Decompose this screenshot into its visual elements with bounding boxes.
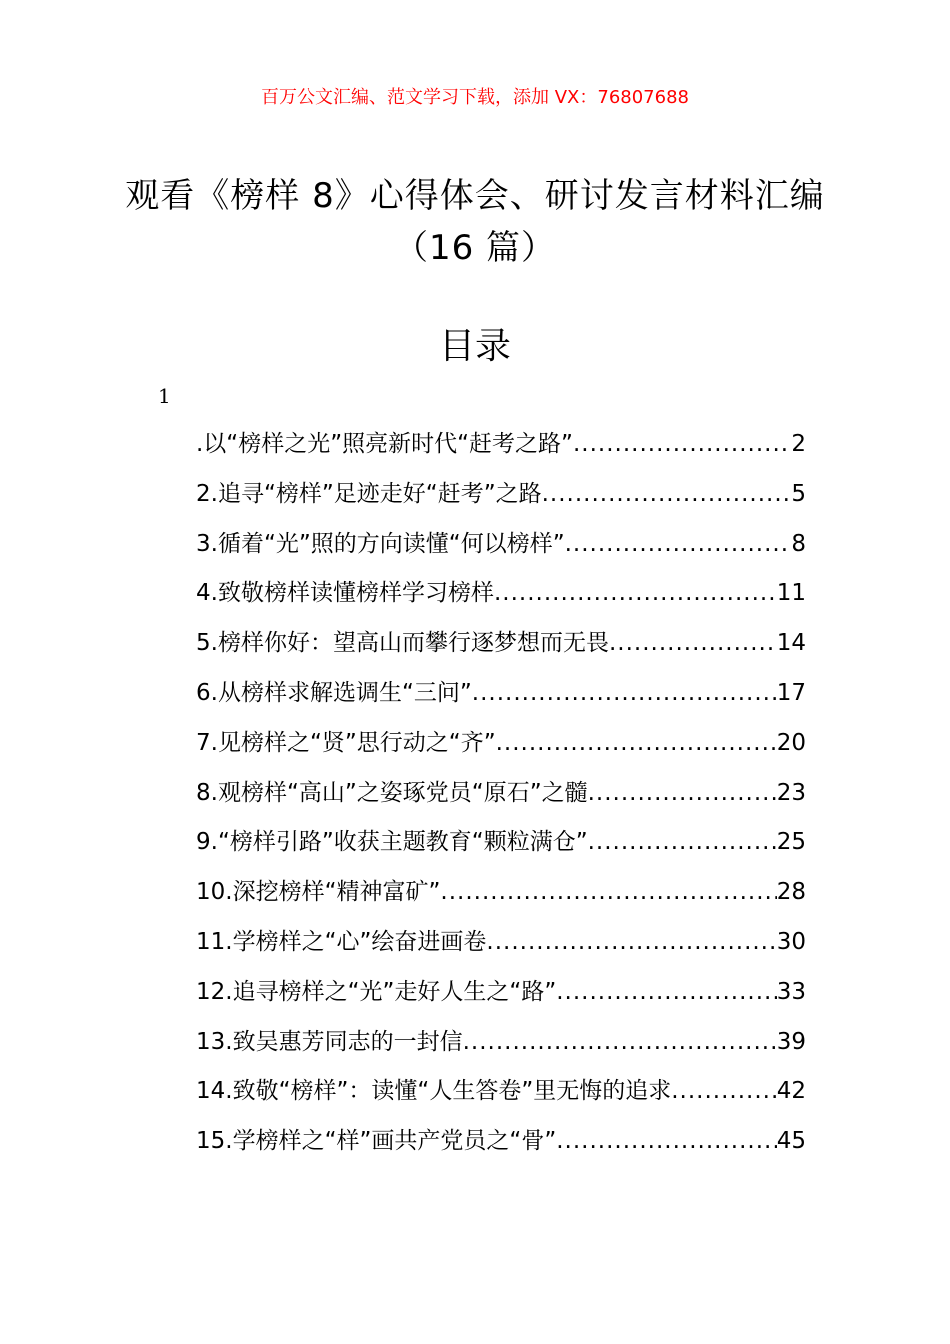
toc-item-page: 39 [776, 1028, 806, 1055]
toc-item-page: 25 [776, 829, 806, 856]
toc-item[interactable] [196, 619, 806, 669]
toc-item[interactable] [196, 669, 806, 719]
toc-item[interactable] [196, 569, 806, 619]
toc-leader-dots [496, 719, 777, 769]
toc-item-label: .以“榜样之光”照亮新时代“赶考之路” [196, 431, 573, 457]
toc-item-page: 8 [791, 530, 806, 557]
toc-leader-dots [463, 1018, 777, 1068]
toc-item-page: 33 [776, 978, 806, 1005]
toc-marker: 1 [158, 384, 171, 408]
toc-item-label: 12.追寻榜样之“光”走好人生之“路” [196, 978, 557, 1005]
toc-item-label: 11.学榜样之“心”绘奋进画卷 [196, 928, 487, 955]
toc-item[interactable] [196, 968, 806, 1018]
toc-item-label: 9.“榜样引路”收获主题教育“颗粒满仓” [196, 829, 588, 856]
toc-item-label: 14.致敬“榜样”：读懂“人生答卷”里无悔的追求 [196, 1078, 672, 1105]
toc-item-page: 30 [776, 928, 806, 955]
toc-item[interactable] [196, 1117, 806, 1167]
toc-leader-dots [440, 868, 776, 918]
toc-item-page: 14 [776, 630, 806, 657]
toc-item-page: 23 [776, 779, 806, 806]
toc-item-label: 4.致敬榜样读懂榜样学习榜样 [196, 580, 494, 607]
toc-item-label: 7.见榜样之“贤”思行动之“齐” [196, 729, 496, 756]
toc-item-label: 2.追寻“榜样”足迹走好“赶考”之路 [196, 480, 542, 507]
toc-item-label: 10.深挖榜样“精神富矿” [196, 879, 441, 906]
toc-leader-dots [573, 420, 791, 470]
toc-item-page: 20 [776, 729, 806, 756]
toc-leader-dots [556, 1117, 776, 1167]
toc-item[interactable] [196, 420, 806, 470]
header-note: 百万公文汇编、范文学习下载，添加 VX：76807688 [261, 87, 689, 108]
toc-leader-dots [671, 1067, 776, 1117]
toc-heading: 目录 [438, 326, 511, 367]
toc-item-page: 17 [776, 679, 806, 706]
toc-item-label: 6.从榜样求解选调生“三问” [196, 679, 472, 706]
toc-item[interactable] [196, 470, 806, 520]
toc-item[interactable] [196, 1018, 806, 1068]
toc-item[interactable] [196, 769, 806, 819]
toc-item[interactable] [196, 719, 806, 769]
toc-item[interactable] [196, 1067, 806, 1117]
toc-leader-dots [609, 619, 777, 669]
toc-leader-dots [556, 968, 776, 1018]
toc-item-page: 42 [776, 1078, 806, 1105]
toc-item[interactable] [196, 520, 806, 570]
toc-item-page: 11 [776, 580, 806, 607]
toc-leader-dots [494, 569, 777, 619]
toc-leader-dots [472, 669, 777, 719]
document-title: 观看《榜样 8》心得体会、研讨发言材料汇编（16 篇） [125, 176, 825, 268]
toc-item-label: 8.观榜样“高山”之姿琢党员“原石”之髓 [196, 779, 588, 806]
toc-leader-dots [588, 769, 777, 819]
toc-item-page: 28 [776, 879, 806, 906]
toc-item-page: 45 [776, 1128, 806, 1155]
toc-leader-dots [542, 470, 792, 520]
toc-list [196, 420, 806, 1167]
toc-item-label: 3.循着“光”照的方向读懂“何以榜样” [196, 530, 565, 557]
toc-leader-dots [486, 918, 776, 968]
toc-item-label: 5.榜样你好：望高山而攀行逐梦想而无畏 [196, 630, 609, 657]
toc-item[interactable] [196, 918, 806, 968]
toc-item[interactable] [196, 868, 806, 918]
toc-leader-dots [565, 520, 792, 570]
toc-item-label: 13.致吴惠芳同志的一封信 [196, 1028, 463, 1055]
toc-item-page: 5 [791, 480, 806, 507]
toc-item-page: 2 [791, 431, 806, 457]
toc-item[interactable] [196, 818, 806, 868]
toc-leader-dots [588, 818, 777, 868]
toc-item-label: 15.学榜样之“样”画共产党员之“骨” [196, 1128, 557, 1155]
